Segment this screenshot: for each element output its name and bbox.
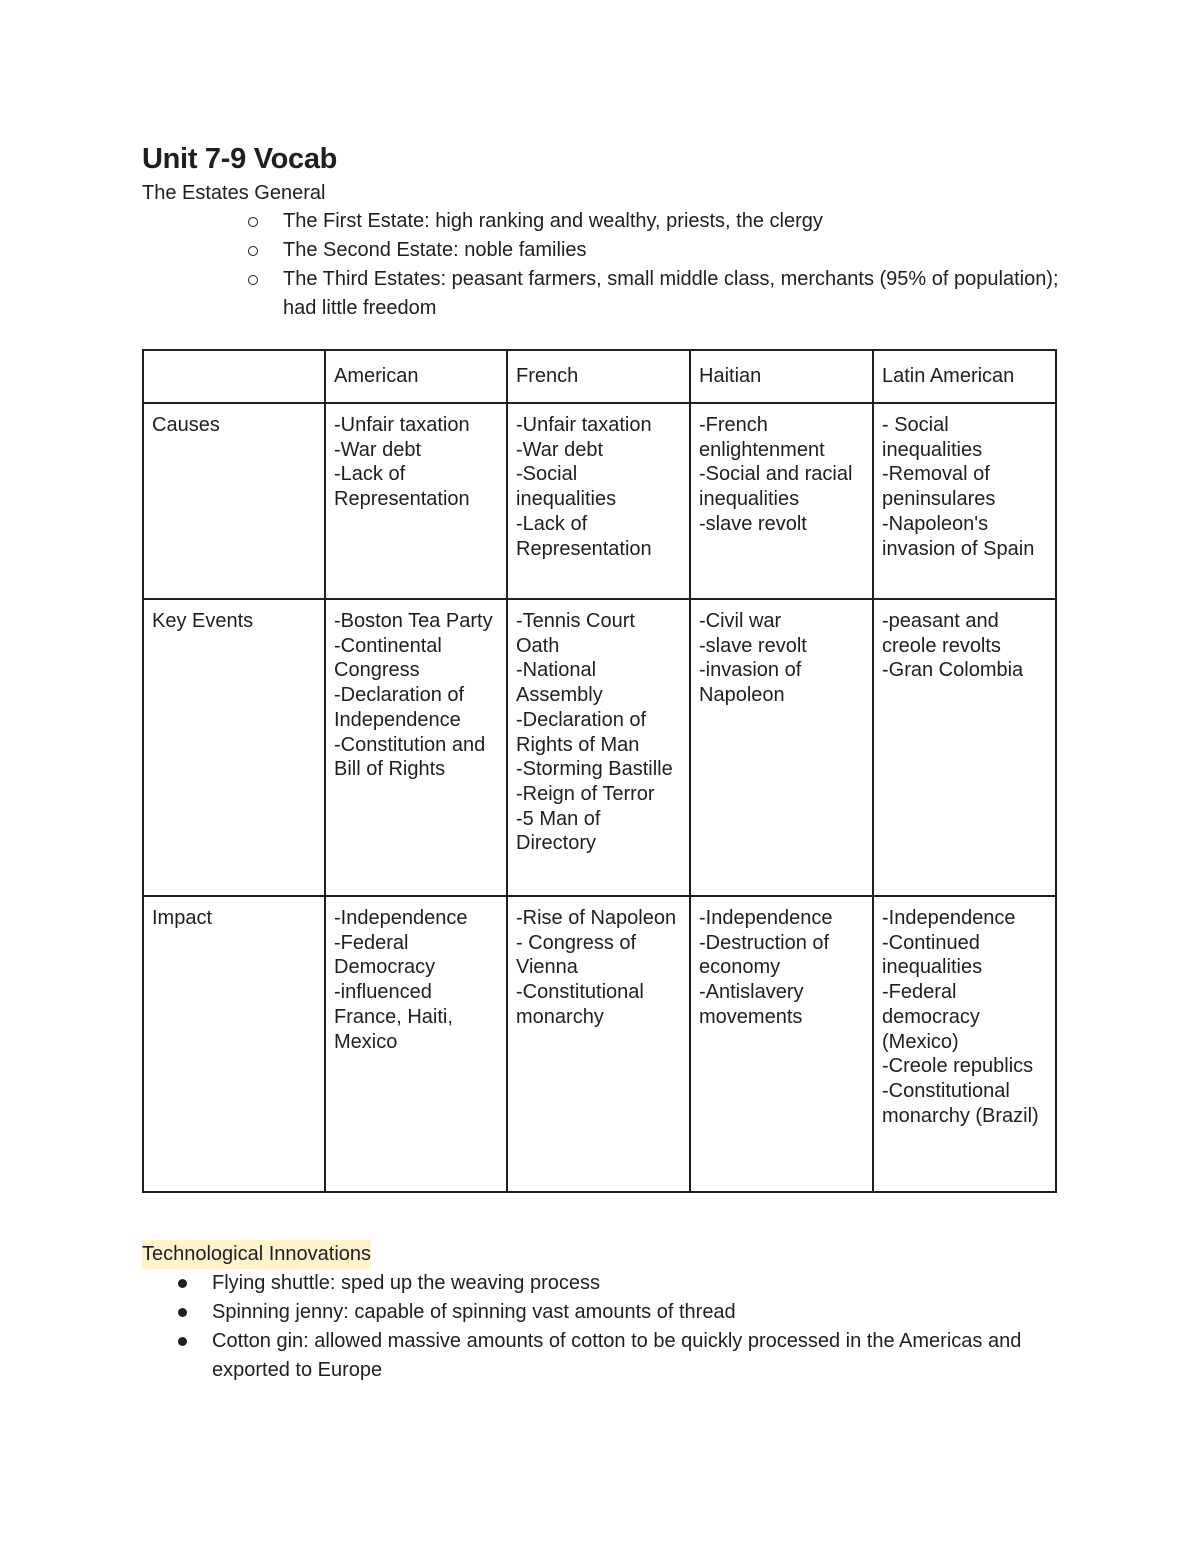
table-header-cell: Latin American (873, 350, 1056, 403)
estates-heading: The Estates General (142, 182, 326, 204)
list-item-text: The Second Estate: noble families (283, 239, 587, 261)
bullet-dot-icon (178, 1337, 187, 1346)
row-label-cell: Impact (143, 896, 325, 1192)
row-label-cell: Causes (143, 403, 325, 599)
list-item (0, 1298, 1060, 1327)
table-cell: -peasant and creole revolts -Gran Colombia (873, 599, 1056, 896)
circle-bullet-icon (248, 275, 258, 285)
table-cell: -Unfair taxation -War debt -Lack of Representation (325, 403, 507, 599)
tech-heading: Technological Innovations (142, 1240, 371, 1269)
circle-bullet-icon (248, 217, 258, 227)
table-header-cell: American (325, 350, 507, 403)
table-row (143, 403, 1056, 599)
document-title: Unit 7-9 Vocab (142, 143, 338, 175)
table-row (143, 599, 1056, 896)
table-header-cell: French (507, 350, 690, 403)
list-item-text: Flying shuttle: sped up the weaving process (212, 1272, 600, 1294)
table-cell: -Independence -Continued inequalities -Federal democracy (Mexico) -Creole republics -Constitutional monarchy (Brazil) (873, 896, 1056, 1192)
bullet-dot-icon (178, 1279, 187, 1288)
list-item-text: Spinning jenny: capable of spinning vast amounts of thread (212, 1301, 736, 1323)
table-cell: -Rise of Napoleon - Congress of Vienna -Constitutional monarchy (507, 896, 690, 1192)
circle-bullet-icon (248, 246, 258, 256)
list-item (0, 1269, 1060, 1298)
estates-list (0, 207, 1060, 323)
table-header-cell (143, 350, 325, 403)
list-item (0, 236, 1060, 265)
table-cell: -Tennis Court Oath -National Assembly -Declaration of Rights of Man -Storming Bastille -Reign of Terror -5 Man of Directory (507, 599, 690, 896)
table-header-row (143, 350, 1056, 403)
list-item-text: The Third Estates: peasant farmers, small middle class, merchants (95% of population); had little freedom (283, 268, 1059, 319)
list-item (0, 265, 1060, 323)
table-cell: -Independence -Destruction of economy -Antislavery movements (690, 896, 873, 1192)
table-cell: - Social inequalities -Removal of peninsulares -Napoleon's invasion of Spain (873, 403, 1056, 599)
list-item-text: The First Estate: high ranking and wealthy, priests, the clergy (283, 210, 823, 232)
table-cell: -Civil war -slave revolt -invasion of Napoleon (690, 599, 873, 896)
table-header-cell: Haitian (690, 350, 873, 403)
list-item-text: Cotton gin: allowed massive amounts of cotton to be quickly processed in the Americas and exported to Europe (212, 1330, 1022, 1381)
table-cell: -Boston Tea Party -Continental Congress -Declaration of Independence -Constitution and Bill of Rights (325, 599, 507, 896)
table-cell: -Unfair taxation -War debt -Social inequalities -Lack of Representation (507, 403, 690, 599)
table-cell: -French enlightenment -Social and racial inequalities -slave revolt (690, 403, 873, 599)
revolutions-table (142, 349, 1057, 1193)
list-item (0, 207, 1060, 236)
bullet-dot-icon (178, 1308, 187, 1317)
tech-list (0, 1269, 1060, 1385)
row-label-cell: Key Events (143, 599, 325, 896)
list-item (0, 1327, 1060, 1385)
table-row (143, 896, 1056, 1192)
table-cell: -Independence -Federal Democracy -influenced France, Haiti, Mexico (325, 896, 507, 1192)
